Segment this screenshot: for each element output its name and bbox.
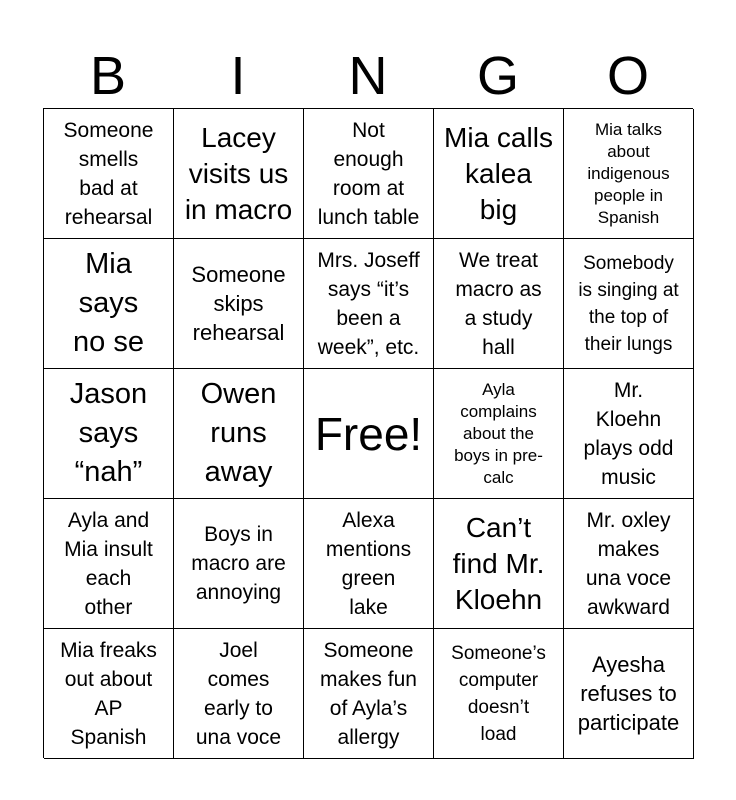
bingo-cell[interactable]: Mrs. Joseff says “it’s been a week”, etc. [304, 239, 434, 369]
bingo-cell[interactable]: Mr. oxley makes una voce awkward [564, 499, 694, 629]
bingo-cell[interactable]: Ayesha refuses to participate [564, 629, 694, 759]
bingo-cell[interactable]: We treat macro as a study hall [434, 239, 564, 369]
bingo-cell[interactable]: Someone’s computer doesn’t load [434, 629, 564, 759]
bingo-board [43, 108, 693, 758]
bingo-cell[interactable]: Someone makes fun of Ayla’s allergy [304, 629, 434, 759]
bingo-cell[interactable]: Boys in macro are annoying [174, 499, 304, 629]
header-letter-o: O [606, 46, 649, 106]
bingo-cell[interactable]: Mia says no se [44, 239, 174, 369]
bingo-cell[interactable]: Ayla complains about the boys in pre- calc [434, 369, 564, 499]
bingo-cell[interactable]: Someone skips rehearsal [174, 239, 304, 369]
bingo-cell[interactable]: Mia talks about indigenous people in Spanish [564, 109, 694, 239]
bingo-cell[interactable]: Somebody is singing at the top of their lungs [564, 239, 694, 369]
bingo-cell[interactable]: Owen runs away [174, 369, 304, 499]
bingo-cell[interactable]: Ayla and Mia insult each other [44, 499, 174, 629]
header-letter-b: B [89, 46, 127, 106]
bingo-cell[interactable]: Mia calls kalea big [434, 109, 564, 239]
bingo-cell[interactable]: Mia freaks out about AP Spanish [44, 629, 174, 759]
bingo-cell[interactable]: Can’t find Mr. Kloehn [434, 499, 564, 629]
header-letter-i: I [230, 46, 246, 106]
bingo-cell[interactable]: Lacey visits us in macro [174, 109, 304, 239]
bingo-cell[interactable]: Someone smells bad at rehearsal [44, 109, 174, 239]
header-letter-n: N [348, 46, 388, 106]
bingo-header [43, 44, 693, 108]
bingo-cell[interactable]: Not enough room at lunch table [304, 109, 434, 239]
bingo-cell[interactable]: Alexa mentions green lake [304, 499, 434, 629]
bingo-free-cell[interactable]: Free! [304, 369, 434, 499]
bingo-cell[interactable]: Mr. Kloehn plays odd music [564, 369, 694, 499]
header-letter-g: G [476, 46, 519, 106]
bingo-cell[interactable]: Jason says “nah” [44, 369, 174, 499]
bingo-cell[interactable]: Joel comes early to una voce [174, 629, 304, 759]
